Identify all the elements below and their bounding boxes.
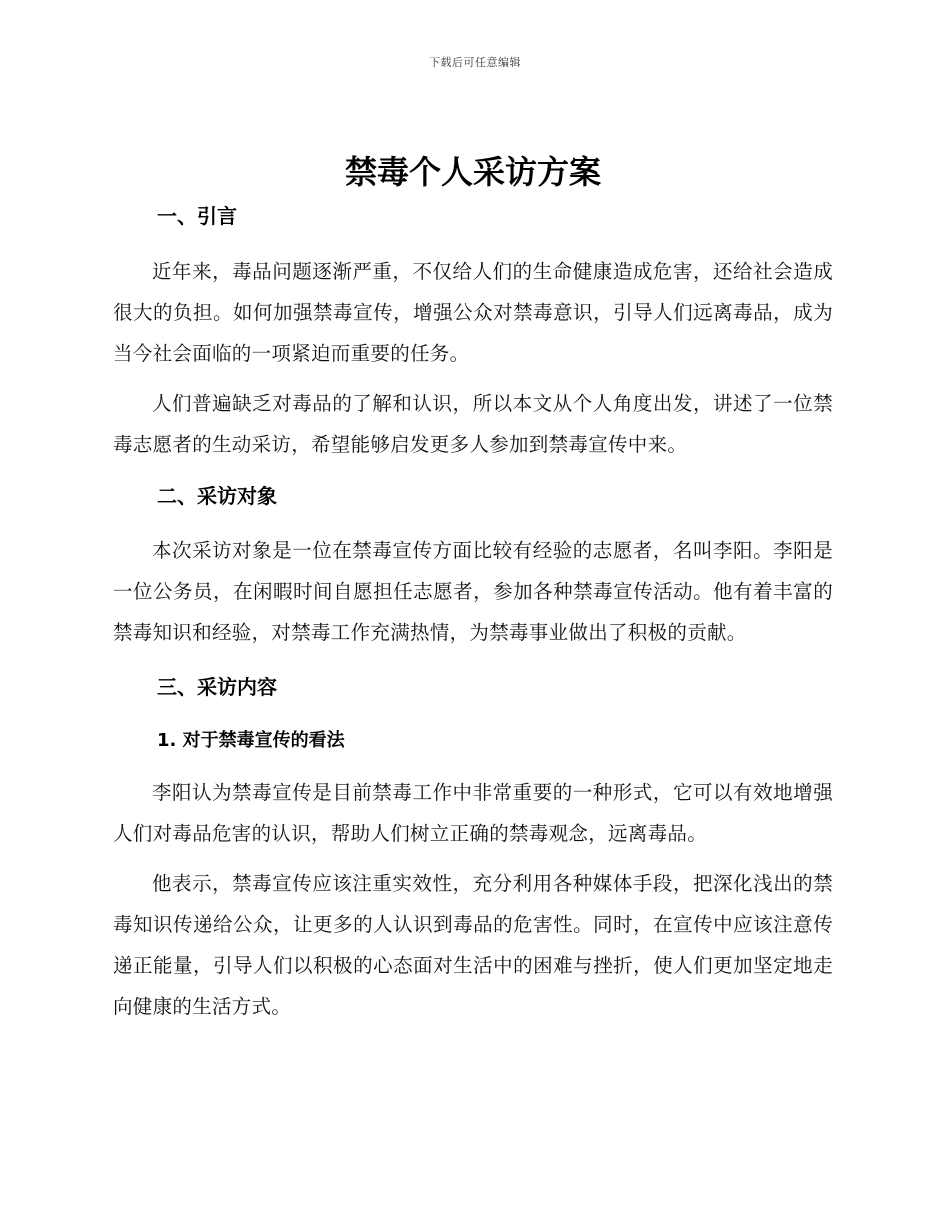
document-title: 禁毒个人采访方案	[344, 153, 601, 191]
intro-paragraph-2: 人们普遍缺乏对毒品的了解和认识，所以本文从个人角度出发，讲述了一位禁毒志愿者的生动采访，希望能够启发更多人参加到禁毒宣传中来。	[113, 392, 833, 456]
intro-paragraph-1: 近年来，毒品问题逐渐严重，不仅给人们的生命健康造成危害，还给社会造成很大的负担。如何加强禁毒宣传，增强公众对禁毒意识，引导人们远离毒品，成为当今社会面临的一项紧迫而重要的任务。	[113, 260, 833, 365]
subject-paragraph-1: 本次采访对象是一位在禁毒宣传方面比较有经验的志愿者，名叫李阳。李阳是一位公务员，在闲暇时间自愿担任志愿者，参加各种禁毒宣传活动。他有着丰富的禁毒知识和经验，对禁毒工作充满热情，为禁毒事业做出了积极的贡献。	[113, 539, 833, 644]
subsection-1-paragraph-2: 他表示，禁毒宣传应该注重实效性，充分利用各种媒体手段，把深化浅出的禁毒知识传递给公众，让更多的人认识到毒品的危害性。同时，在宣传中应该注意传递正能量，引导人们以积极的心态面对生活中的困难与挫折，使人们更加坚定地走向健康的生活方式。	[113, 872, 833, 1018]
section-heading-intro: 一、引言	[157, 204, 237, 228]
subsection-heading-1: 1. 对于禁毒宣传的看法	[157, 730, 345, 751]
document-body	[113, 150, 833, 1027]
header-note: 下载后可任意编辑	[429, 56, 521, 69]
section-heading-content: 三、采访内容	[157, 675, 277, 699]
section-heading-subject: 二、采访对象	[157, 484, 277, 508]
subsection-1-paragraph-1: 李阳认为禁毒宣传是目前禁毒工作中非常重要的一种形式，它可以有效地增强人们对毒品危害的认识，帮助人们树立正确的禁毒观念，远离毒品。	[113, 781, 833, 845]
